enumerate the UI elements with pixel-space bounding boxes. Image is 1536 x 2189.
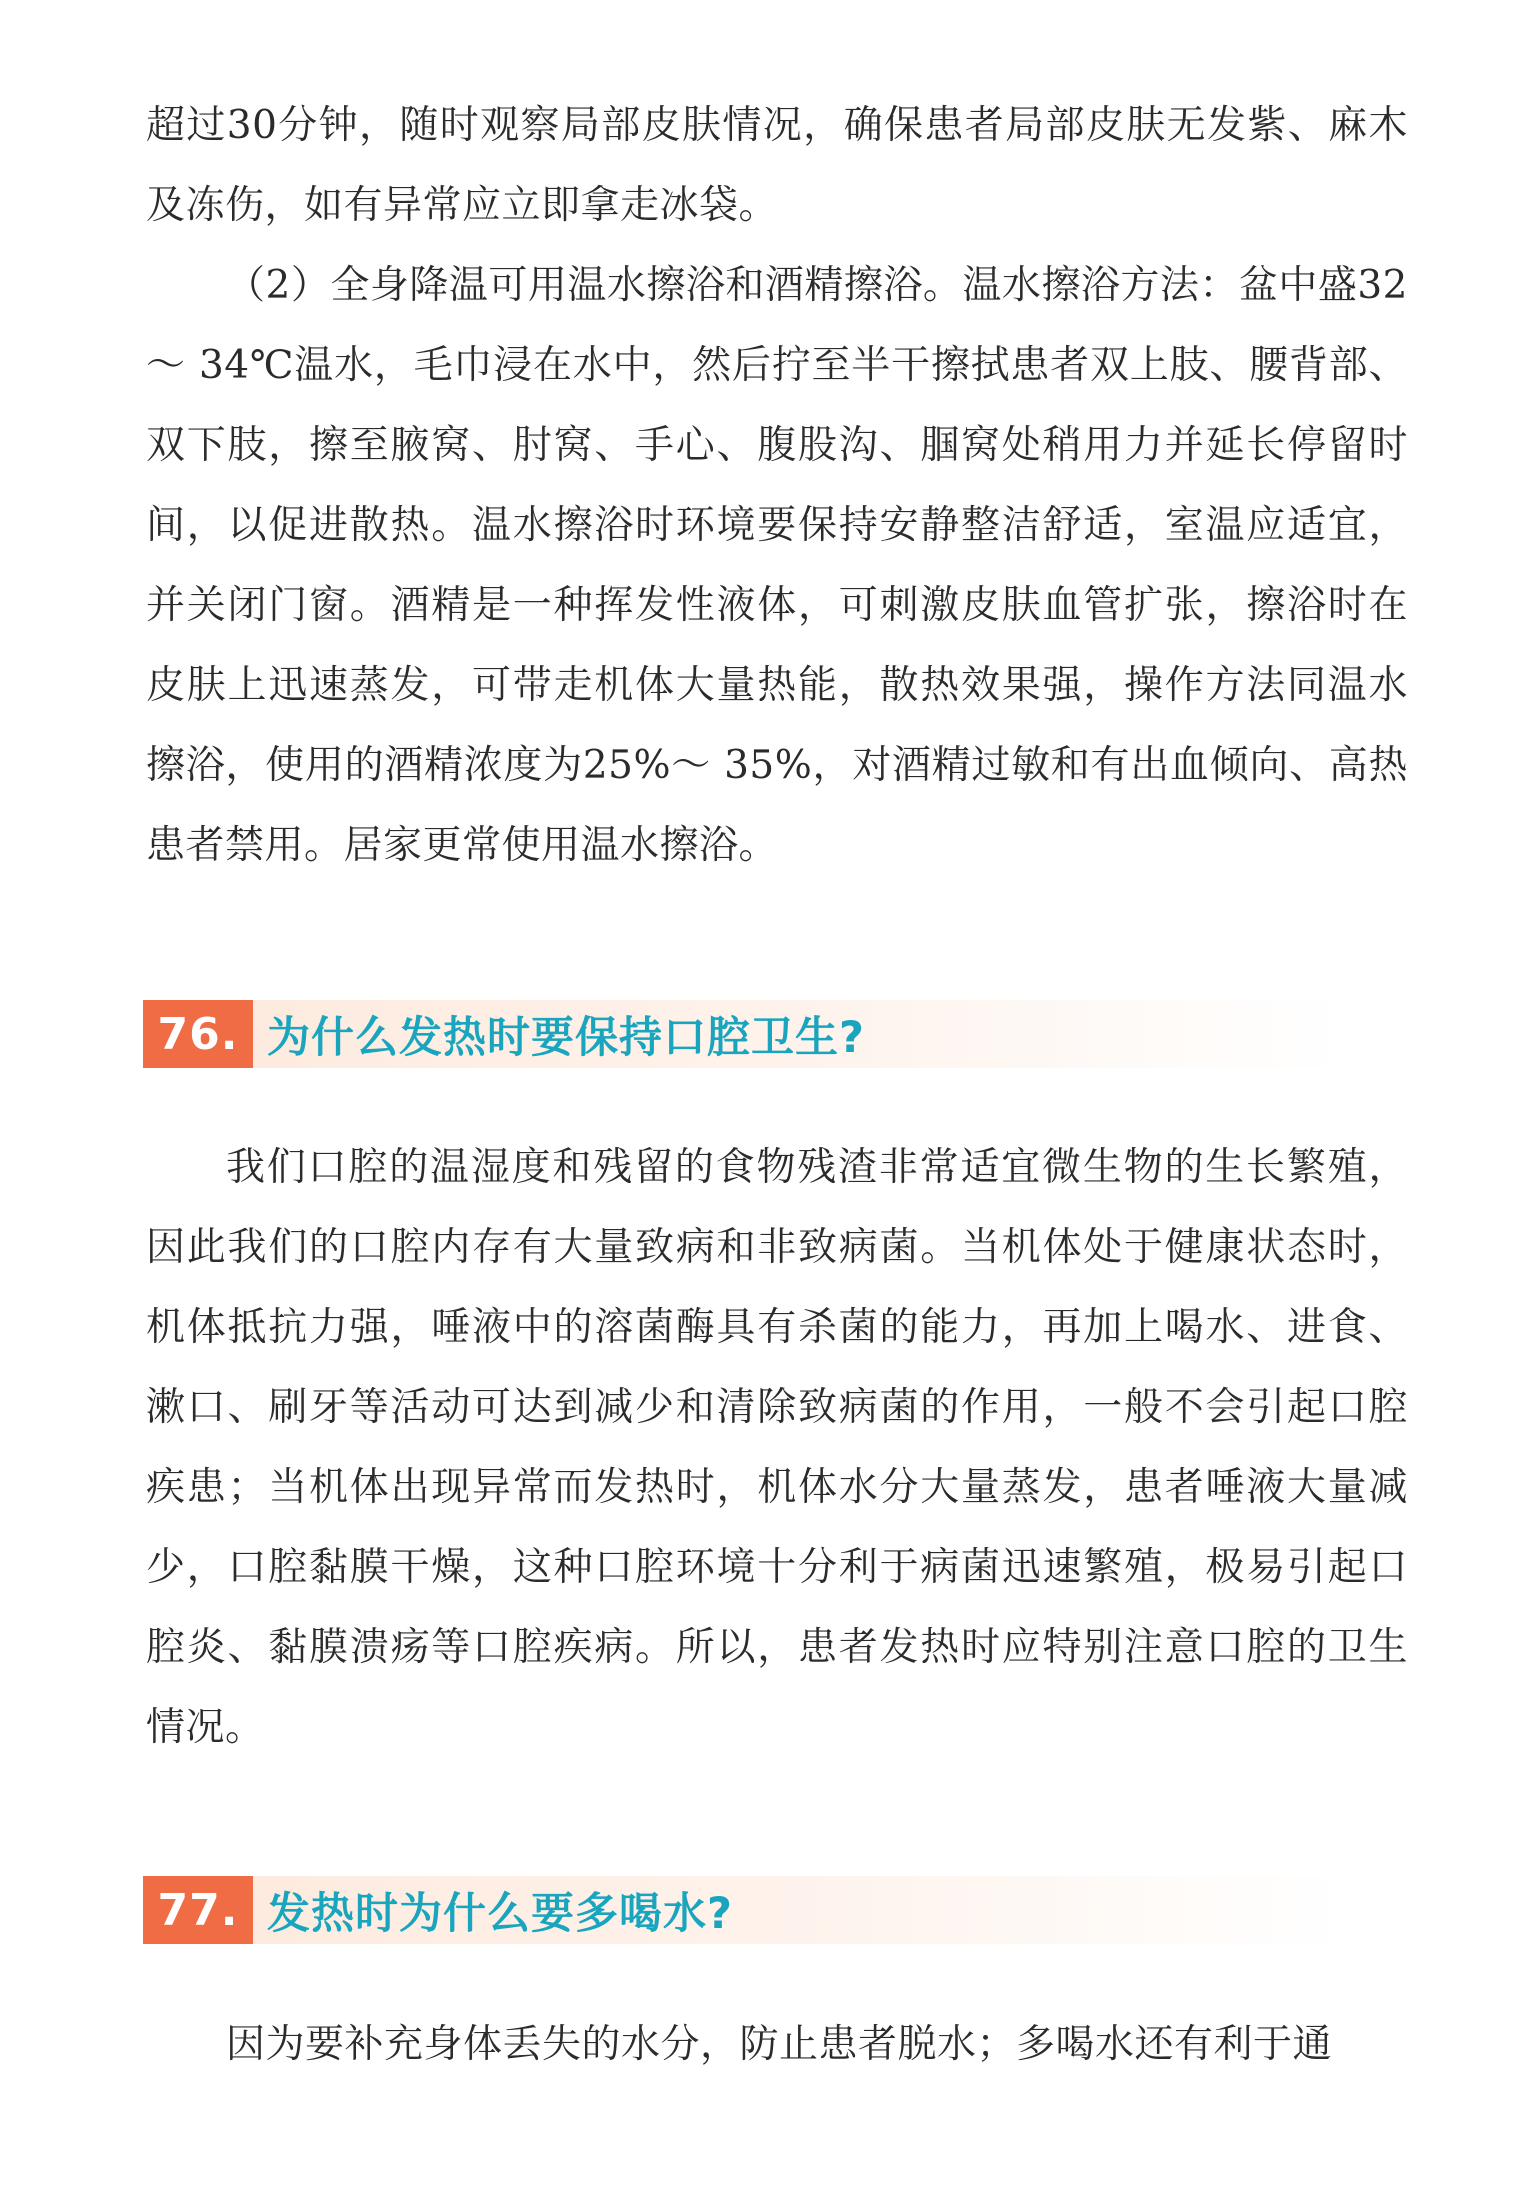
paragraph-oral-hygiene: 我们口腔的温湿度和残留的食物残渣非常适宜微生物的生长繁殖，因此我们的口腔内存有大量致病和非致病菌。当机体处于健康状态时，机体抵抗力强，唾液中的溶菌酶具有杀菌的能力，再加上喝水、进食、漱口、刷牙等活动可达到减少和清除致病菌的作用，一般不会引起口腔疾患；当机体出现异常而发热时，机体水分大量蒸发，患者唾液大量减少，口腔黏膜干燥，这种口腔环境十分利于病菌迅速繁殖，极易引起口腔炎、黏膜溃疡等口腔疾病。所以，患者发热时应特别注意口腔的卫生情况。 (146, 1145, 1408, 1750)
question-title: 发热时为什么要多喝水? (267, 1888, 733, 1939)
paragraph-cold-compress-end: 超过30分钟，随时观察局部皮肤情况，确保患者局部皮肤无发紫、麻木及冻伤，如有异常应立即拿走冰袋。 (146, 103, 1408, 228)
paragraph-drink-water: 因为要补充身体丢失的水分，防止患者脱水；多喝水还有利于通 (226, 2022, 1333, 2067)
question-number-badge: 77. (143, 1876, 253, 1944)
paragraph-sponge-bath: （2）全身降温可用温水擦浴和酒精擦浴。温水擦浴方法：盆中盛32 ～ 34℃温水，毛巾浸在水中，然后拧至半干擦拭患者双上肢、腰背部、双下肢，擦至腋窝、肘窝、手心、腹股沟、腘窝处稍用力并延长停留时间，以促进散热。温水擦浴时环境要保持安静整洁舒适，室温应适宜，并关闭门窗。酒精是一种挥发性液体，可刺激皮肤血管扩张，擦浴时在皮肤上迅速蒸发，可带走机体大量热能，散热效果强，操作方法同温水擦浴，使用的酒精浓度为25%～ 35%，对酒精过敏和有出血倾向、高热患者禁用。居家更常使用温水擦浴。 (146, 263, 1408, 868)
question-number-badge: 76. (143, 1000, 253, 1068)
question-title: 为什么发热时要保持口腔卫生? (267, 1012, 865, 1063)
heading-question-76 (143, 1000, 1343, 1068)
heading-question-77 (143, 1876, 1343, 1944)
